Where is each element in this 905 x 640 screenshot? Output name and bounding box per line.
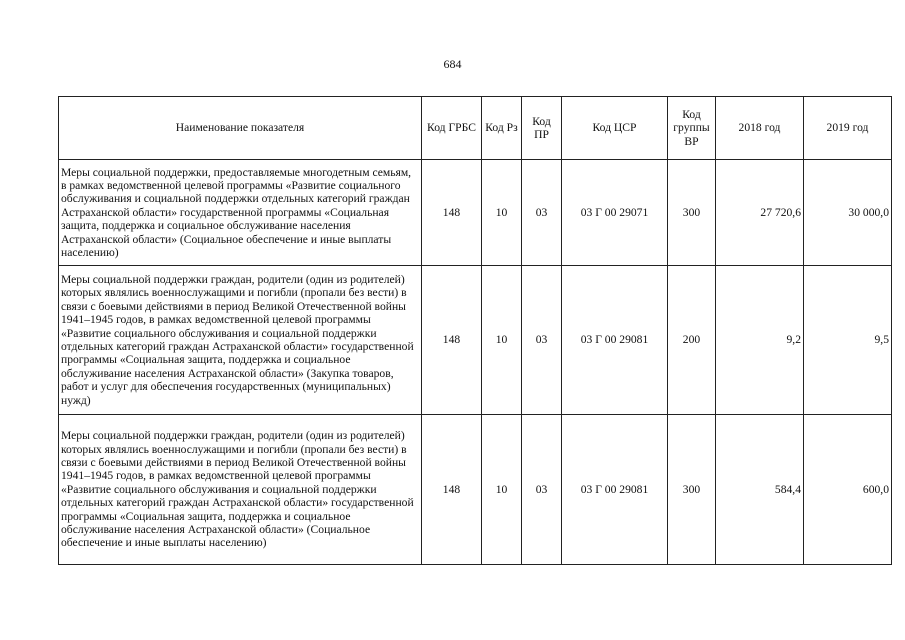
header-name: Наименование показателя: [59, 97, 422, 160]
pr-code: 03: [522, 266, 562, 415]
csr-code: 03 Г 00 29081: [562, 266, 668, 415]
grbs-code: 148: [422, 160, 482, 266]
amount-2019: 9,5: [804, 266, 892, 415]
table-header-row: [59, 97, 892, 160]
header-pr: Код ПР: [522, 97, 562, 160]
header-2019: 2019 год: [804, 97, 892, 160]
indicator-name: Меры социальной поддержки граждан, родители (один из родителей) которых являлись военнослужащими и погибли (пропали без вести) в связи с боевыми действиями в период Великой Отечественной войны 1941–1945 годов, в рамках ведомственной целевой программы «Развитие социального обслуживания и социальной поддержки отдельных категорий граждан Астраханской области» государственной программы «Социальная защита, поддержка и социальное обслуживание населения Астраханской области» (Закупка товаров, работ и услуг для обеспечения государственных (муниципальных) нужд): [59, 266, 422, 415]
indicator-name: Меры социальной поддержки, предоставляемые многодетным семьям, в рамках ведомственной целевой программы «Развитие социального обслуживания и социальной поддержки отдельных категорий граждан Астраханской области» государственной программы «Социальная защита, поддержка и социальное обслуживание населения Астраханской области» (Социальное обеспечение и иные выплаты населению): [59, 160, 422, 266]
grbs-code: 148: [422, 266, 482, 415]
header-vr: Код группы ВР: [668, 97, 716, 160]
vr-code: 300: [668, 160, 716, 266]
rz-code: 10: [482, 415, 522, 565]
page-number: 684: [443, 57, 462, 71]
amount-2018: 9,2: [716, 266, 804, 415]
vr-code: 200: [668, 266, 716, 415]
header-rz: Код Рз: [482, 97, 522, 160]
table-row: [59, 415, 892, 565]
grbs-code: 148: [422, 415, 482, 565]
header-grbs: Код ГРБС: [422, 97, 482, 160]
table-row: [59, 266, 892, 415]
amount-2018: 27 720,6: [716, 160, 804, 266]
vr-code: 300: [668, 415, 716, 565]
amount-2019: 600,0: [804, 415, 892, 565]
budget-table: [58, 96, 892, 565]
table-row: [59, 160, 892, 266]
amount-2019: 30 000,0: [804, 160, 892, 266]
header-csr: Код ЦСР: [562, 97, 668, 160]
rz-code: 10: [482, 160, 522, 266]
amount-2018: 584,4: [716, 415, 804, 565]
csr-code: 03 Г 00 29081: [562, 415, 668, 565]
header-2018: 2018 год: [716, 97, 804, 160]
indicator-name: Меры социальной поддержки граждан, родители (один из родителей) которых являлись военнослужащими и погибли (пропали без вести) в связи с боевыми действиями в период Великой Отечественной войны 1941–1945 годов, в рамках ведомственной целевой программы «Развитие социального обслуживания и социальной поддержки отдельных категорий граждан Астраханской области» государственной программы «Социальная защита, поддержка и социальное обслуживание населения Астраханской области» (Социальное обеспечение и иные выплаты населению): [59, 415, 422, 565]
pr-code: 03: [522, 160, 562, 266]
csr-code: 03 Г 00 29071: [562, 160, 668, 266]
pr-code: 03: [522, 415, 562, 565]
rz-code: 10: [482, 266, 522, 415]
